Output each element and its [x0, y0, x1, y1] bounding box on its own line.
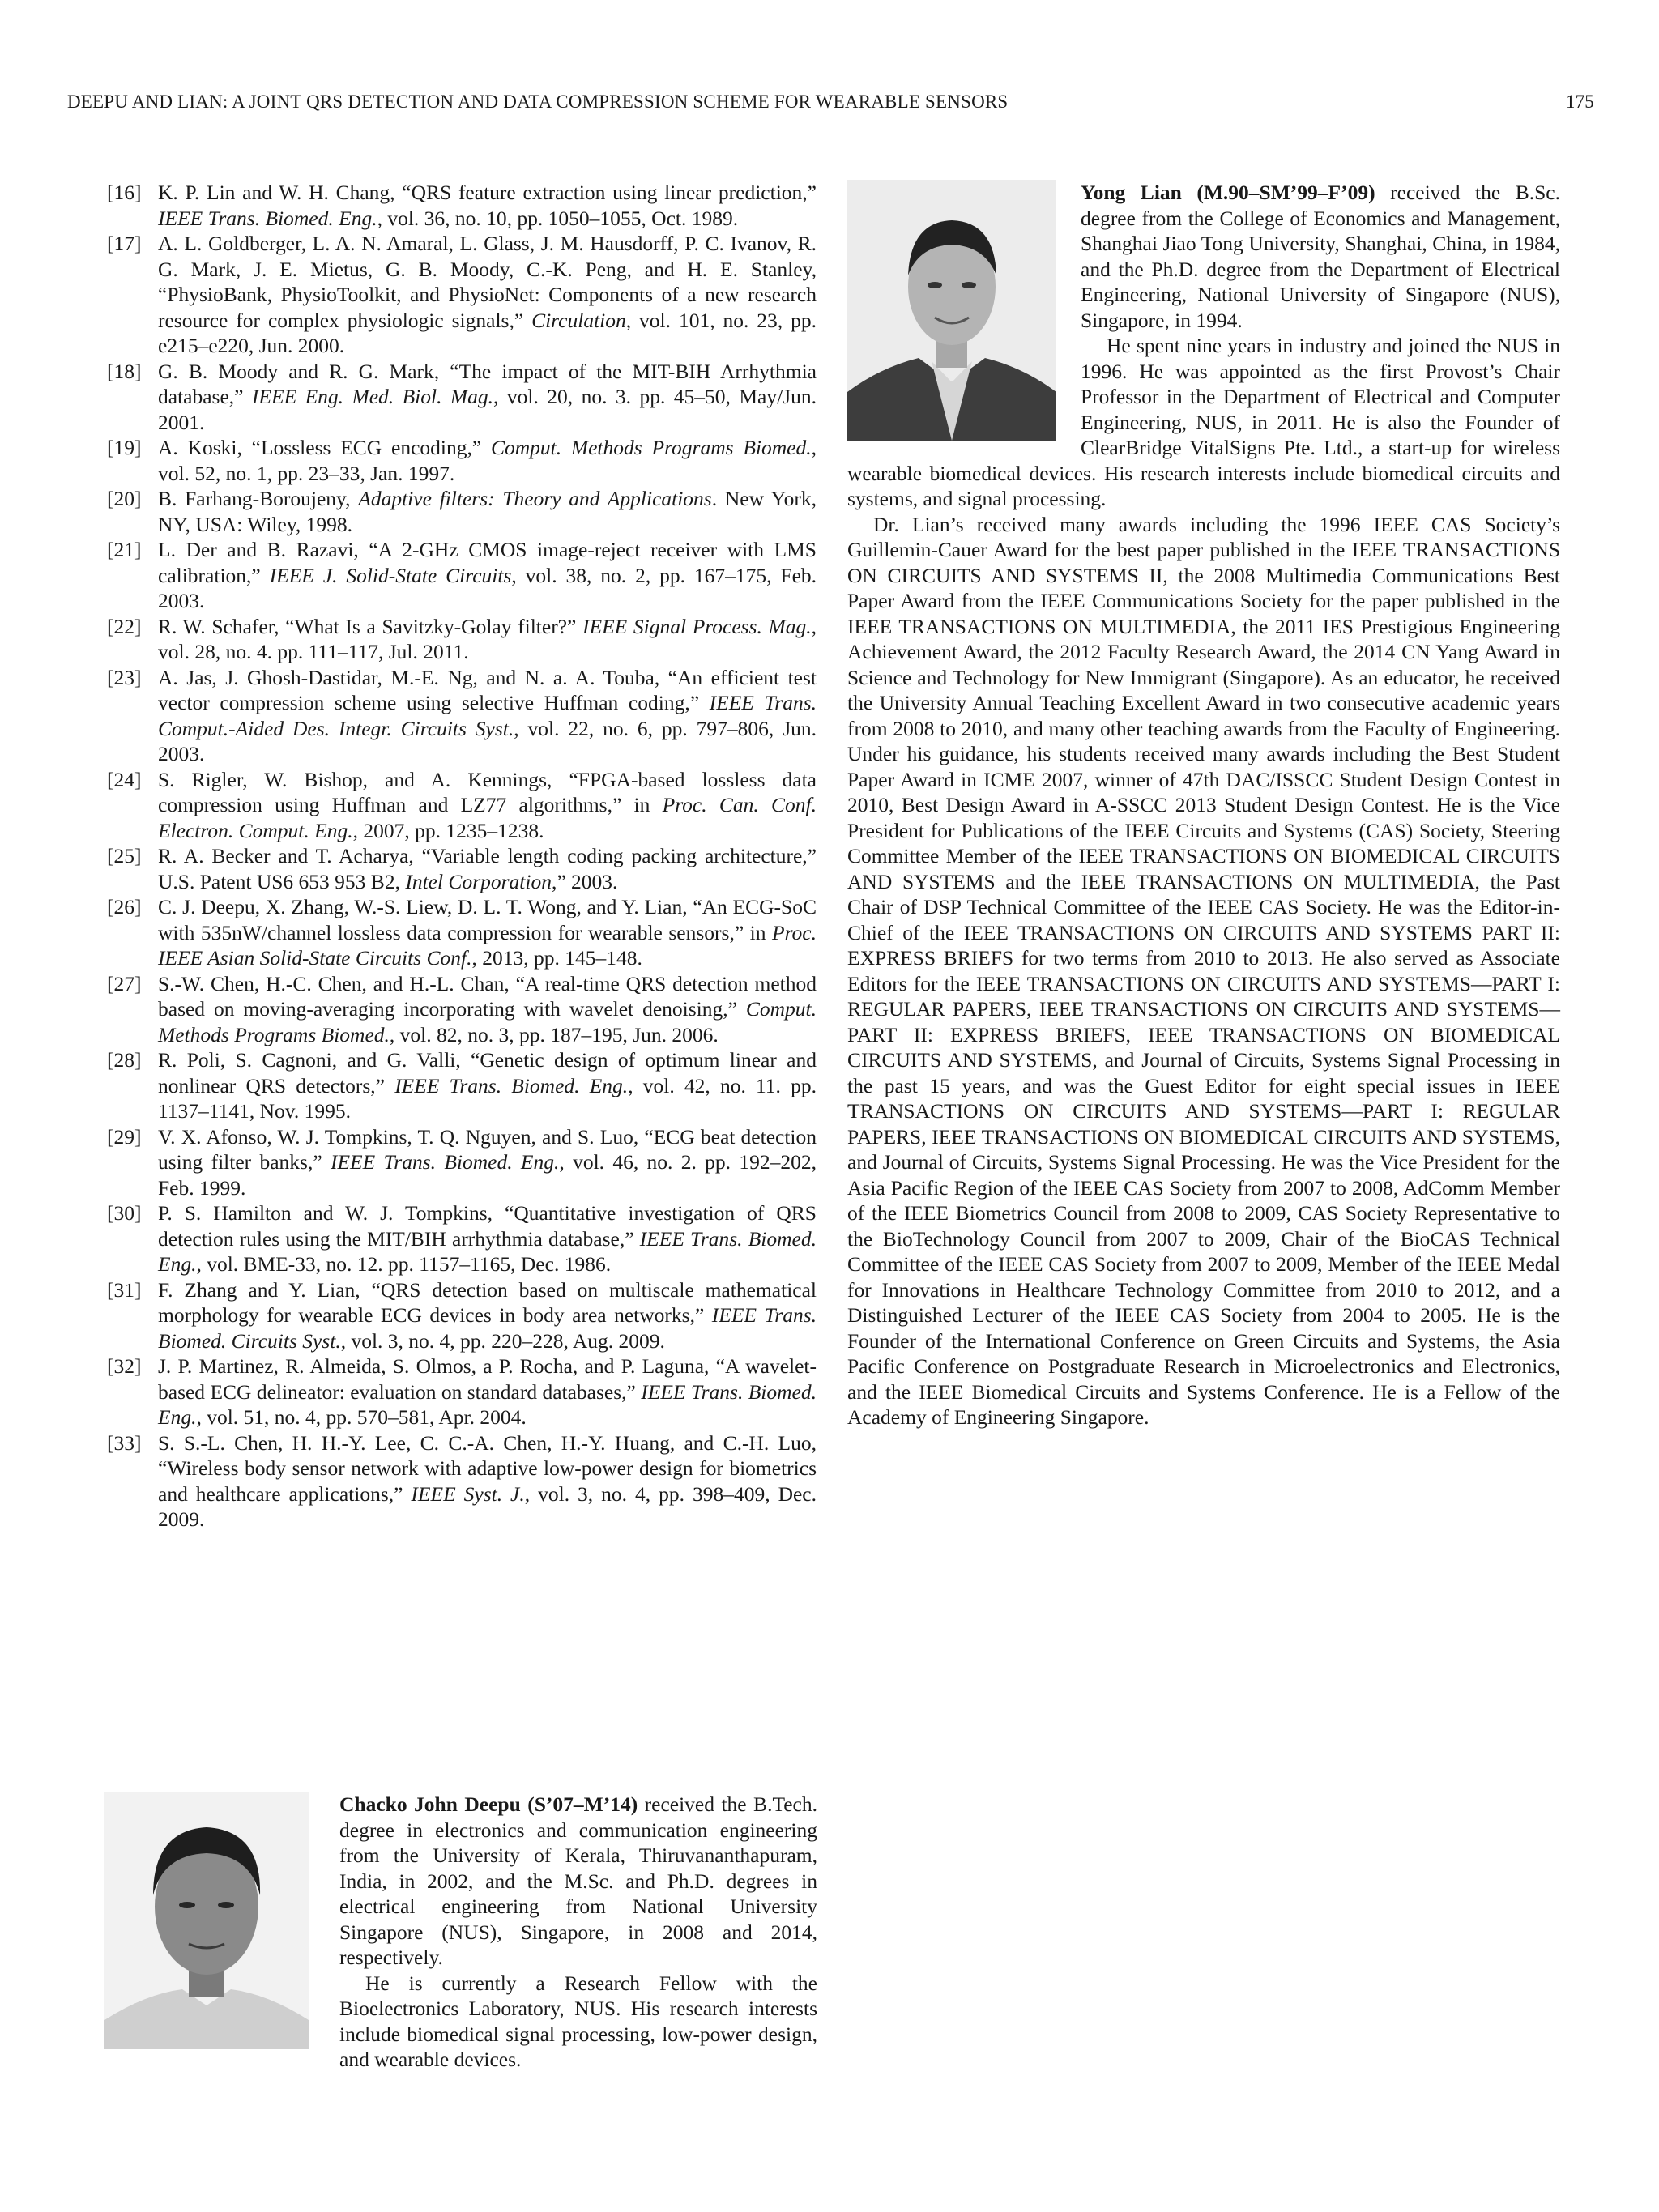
reference-venue: Comput. Methods Programs Biomed.	[490, 436, 812, 459]
reference-number: [27]	[107, 971, 142, 995]
reference-item	[107, 231, 817, 359]
running-title: DEEPU AND LIAN: A JOINT QRS DETECTION AND DATA COMPRESSION SCHEME FOR WEARABLE SENSORS	[67, 92, 1009, 112]
reference-text: L. Der and B. Razavi, “A 2-GHz CMOS image-reject receiver with LMS calibration,”	[158, 538, 817, 587]
reference-item	[107, 971, 817, 1048]
reference-number: [30]	[107, 1201, 142, 1225]
reference-venue: Circulation	[531, 308, 626, 332]
reference-item	[107, 1200, 817, 1277]
reference-item	[107, 180, 817, 231]
reference-details: , vol. 38, no. 2, pp. 167–175, Feb. 2003.	[158, 563, 817, 612]
reference-venue: IEEE Trans. Biomed. Eng.	[330, 1150, 560, 1174]
reference-venue: Comput. Methods Programs Biomed.	[158, 997, 817, 1046]
reference-text: R. A. Becker and T. Acharya, “Variable length coding packing architecture,” U.S. Patent US6 653 953 B2,	[158, 844, 817, 893]
reference-details: , vol. 22, no. 6, pp. 797–806, Jun. 2003.	[158, 716, 817, 765]
reference-number: [32]	[107, 1354, 142, 1378]
reference-details: ,” 2003.	[551, 869, 618, 893]
reference-number: [24]	[107, 767, 142, 791]
bio-lian-paragraph-2: He spent nine years in industry and joined the NUS in 1996. He was appointed as the first Provost’s Chair Professor in the Department of Electrical and Computer Engineering, NUS, in 2011. He is also the Founder of ClearBridge VitalSigns Pte. Ltd., a start-up for wireless wearable biomedical devices. His research interests include biomedical circuits and systems, and signal processing.	[847, 334, 1560, 510]
reference-number: [33]	[107, 1430, 142, 1455]
reference-venue: IEEE Trans. Biomed. Eng.	[158, 206, 377, 230]
reference-item	[107, 486, 817, 537]
reference-details: , vol. 3, no. 4, pp. 220–228, Aug. 2009.	[340, 1328, 665, 1353]
biography-deepu	[339, 1792, 817, 2073]
reference-item	[107, 1353, 817, 1430]
reference-venue: IEEE J. Solid-State Circuits	[269, 563, 512, 587]
reference-number: [16]	[107, 181, 142, 204]
reference-text: S. S.-L. Chen, H. H.-Y. Lee, C. C.-A. Chen, H.-Y. Huang, and C.-H. Luo, “Wireless body sensor network with adaptive low-power design for biometrics and healthcare applications,”	[158, 1430, 817, 1506]
reference-number: [22]	[107, 614, 142, 638]
reference-text: K. P. Lin and W. H. Chang, “QRS feature extraction using linear prediction,”	[158, 181, 817, 204]
reference-details: , vol. 52, no. 1, pp. 23–33, Jan. 1997.	[158, 436, 817, 485]
reference-item	[107, 1277, 817, 1354]
reference-details: , vol. 51, no. 4, pp. 570–581, Apr. 2004.	[196, 1405, 527, 1429]
reference-number: [21]	[107, 538, 142, 561]
reference-item	[107, 665, 817, 767]
bio-lian-paragraph-1: received the B.Sc. degree from the College of Economics and Management, Shanghai Jiao Tong University, Shanghai, China, in 1984, and the Ph.D. degree from the Department of Electrical Engineering, National University of Singapore (NUS), Singapore, in 1994.	[1081, 181, 1560, 332]
reference-details: , vol. BME-33, no. 12. pp. 1157–1165, Dec. 1986.	[196, 1252, 612, 1276]
reference-item	[107, 1430, 817, 1532]
reference-text: R. Poli, S. Cagnoni, and G. Valli, “Genetic design of optimum linear and nonlinear QRS detectors,”	[158, 1048, 817, 1097]
author-name-deepu: Chacko John Deepu (S’07–M’14)	[339, 1792, 638, 1816]
reference-venue: IEEE Trans. Biomed. Eng.	[158, 1226, 817, 1276]
reference-text: P. S. Hamilton and W. J. Tompkins, “Quantitative investigation of QRS detection rules using the MIT/BIH arrhythmia database,”	[158, 1201, 817, 1251]
author-name-lian: Yong Lian (M.90–SM’99–F’09)	[1081, 181, 1375, 204]
reference-venue: IEEE Trans. Biomed. Eng.	[158, 1379, 817, 1429]
reference-number: [29]	[107, 1124, 142, 1149]
reference-venue: IEEE Eng. Med. Biol. Mag.	[251, 385, 494, 408]
reference-item	[107, 537, 817, 614]
reference-text: A. Koski, “Lossless ECG encoding,”	[158, 436, 491, 459]
reference-details: , vol. 101, no. 23, pp. e215–e220, Jun. 2000.	[158, 308, 817, 357]
reference-text: G. B. Moody and R. G. Mark, “The impact of the MIT-BIH Arrhythmia database,”	[158, 359, 817, 408]
reference-venue: Proc. IEEE Asian Solid-State Circuits Conf.	[158, 920, 817, 970]
reference-venue: IEEE Syst. J.	[411, 1481, 525, 1506]
reference-number: [31]	[107, 1277, 142, 1302]
reference-details: . New York, NY, USA: Wiley, 1998.	[158, 487, 817, 536]
reference-venue: Intel Corporation	[405, 869, 552, 893]
biography-lian	[847, 180, 1560, 1430]
reference-text: S.-W. Chen, H.-C. Chen, and H.-L. Chan, “A real-time QRS detection method based on moving-averaging incorporating with wavelet denoising,”	[158, 971, 817, 1021]
reference-venue: Proc. Can. Conf. Electron. Comput. Eng.	[158, 793, 817, 842]
reference-number: [28]	[107, 1048, 142, 1072]
reference-text: A. Jas, J. Ghosh-Dastidar, M.-E. Ng, and N. a. A. Touba, “An efficient test vector compression scheme using selective Huffman coding,”	[158, 665, 817, 714]
author-photo-deepu	[104, 1792, 309, 2049]
reference-item	[107, 843, 817, 894]
reference-item	[107, 894, 817, 971]
running-header	[67, 92, 1594, 117]
reference-details: , vol. 82, no. 3, pp. 187–195, Jun. 2006.	[389, 1022, 719, 1046]
reference-item	[107, 614, 817, 665]
reference-text: C. J. Deepu, X. Zhang, W.-S. Liew, D. L. T. Wong, and Y. Lian, “An ECG-SoC with 535nW/channel lossless data compression for wearable sensors,” in	[158, 895, 817, 944]
reference-item	[107, 1124, 817, 1201]
reference-number: [20]	[107, 487, 142, 510]
reference-number: [18]	[107, 359, 142, 383]
reference-list	[107, 180, 817, 1532]
reference-number: [17]	[107, 232, 142, 255]
reference-text: V. X. Afonso, W. J. Tompkins, T. Q. Nguyen, and S. Luo, “ECG beat detection using filter banks,”	[158, 1124, 817, 1174]
reference-number: [19]	[107, 436, 142, 459]
reference-details: , vol. 36, no. 10, pp. 1050–1055, Oct. 1989.	[377, 206, 739, 230]
reference-text: B. Farhang-Boroujeny,	[158, 487, 359, 510]
reference-details: , 2013, pp. 145–148.	[471, 946, 642, 970]
reference-number: [26]	[107, 895, 142, 918]
reference-item	[107, 435, 817, 486]
reference-details: , vol. 20, no. 3. pp. 45–50, May/Jun. 2001.	[158, 385, 817, 434]
bio-lian-paragraph-3: Dr. Lian’s received many awards including the 1996 IEEE CAS Society’s Guillemin-Cauer Award for the best paper published in the IEEE TRANSACTIONS ON CIRCUITS AND SYSTEMS II, the 2008 Multimedia Communications Best Paper Award from the IEEE Communications Society for the paper published in the IEEE TRANSACTIONS ON MULTIMEDIA, the 2011 IES Prestigious Engineering Achievement Award, the 2012 Faculty Research Award, the 2014 CN Yang Award in Science and Technology for New Immigrant (Singapore). As an educator, he received the University Annual Teaching Excellent Award in two consecutive academic years from 2008 to 2010, and many other teaching awards from the Faculty of Engineering. Under his guidance, his students received many awards including the Best Student Paper Award in ICME 2007, winner of 47th DAC/ISSCC Student Design Contest in 2010, Best Design Award in A-SSCC 2013 Student Design Contest. He is the Vice President for Publications of the IEEE Circuits and Systems (CAS) Society, Steering Committee Member of the IEEE TRANSACTIONS ON BIOMEDICAL CIRCUITS AND SYSTEMS and the IEEE TRANSACTIONS ON MULTIMEDIA, the Past Chair of DSP Technical Committee of the IEEE CAS Society. He was the Editor-in-Chief of the IEEE TRANSACTIONS ON CIRCUITS AND SYSTEMS PART II: EXPRESS BRIEFS for two terms from 2010 to 2013. He also served as Associate Editors for the IEEE TRANSACTIONS ON CIRCUITS AND SYSTEMS—PART I: REGULAR PAPERS, IEEE TRANSACTIONS ON CIRCUITS AND SYSTEMS—PART II: EXPRESS BRIEFS, IEEE TRANSACTIONS ON BIOMEDICAL CIRCUITS AND SYSTEMS, and Journal of Circuits, Systems Signal Processing in the past 15 years, and was the Guest Editor for eight special issues in IEEE TRANSACTIONS ON CIRCUITS AND SYSTEMS—PART I: REGULAR PAPERS, IEEE TRANSACTIONS ON BIOMEDICAL CIRCUITS AND SYSTEMS, and Journal of Circuits, Systems Signal Processing. He was the Vice President for the Asia Pacific Region of the IEEE CAS Society from 2007 to 2008, AdComm Member of the IEEE Biometrics Council from 2008 to 2009, CAS Society Representative to the BioTechnology Council from 2007 to 2009, Chair of the BioCAS Technical Committee of the IEEE CAS Society from 2007 to 2009, Member of the IEEE Medal for Innovations in Healthcare Technology Committee from 2010 to 2012, and a Distinguished Lecturer of the IEEE CAS Society from 2004 to 2005. He is the Founder of the International Conference on Green Circuits and Systems, the Asia Pacific Conference on Postgraduate Research in Microelectronics and Electronics, and the IEEE Biomedical Circuits and Systems Conference. He is a Fellow of the Academy of Engineering Singapore.	[847, 512, 1560, 1429]
reference-venue: IEEE Trans. Biomed. Eng.	[394, 1073, 629, 1097]
reference-venue: Adaptive filters: Theory and Applications	[358, 487, 712, 510]
reference-venue: IEEE Trans. Biomed. Circuits Syst.	[158, 1303, 817, 1353]
reference-details: , vol. 3, no. 4, pp. 398–409, Dec. 2009.	[158, 1481, 817, 1531]
reference-text: J. P. Martinez, R. Almeida, S. Olmos, a P. Rocha, and P. Laguna, “A wavelet-based ECG delineator: evaluation on standard databases,”	[158, 1354, 817, 1404]
reference-details: , vol. 46, no. 2. pp. 192–202, Feb. 1999.	[158, 1150, 817, 1200]
page-number: 175	[1565, 92, 1594, 112]
reference-text: F. Zhang and Y. Lian, “QRS detection based on multiscale mathematical morphology for wearable ECG devices in body area networks,”	[158, 1277, 817, 1327]
reference-text: R. W. Schafer, “What Is a Savitzky-Golay filter?”	[158, 614, 582, 638]
reference-details: , 2007, pp. 1235–1238.	[352, 818, 544, 842]
reference-item	[107, 359, 817, 436]
reference-details: , vol. 42, no. 11. pp. 1137–1141, Nov. 1995.	[158, 1073, 817, 1123]
bio-deepu-paragraph-1: received the B.Tech. degree in electronics and communication engineering from the University of Kerala, Thiruvananthapuram, India, in 2002, and the M.Sc. and Ph.D. degrees in electrical engineering from National University Singapore (NUS), Singapore, in 2008 and 2014, respectively.	[339, 1792, 817, 1969]
reference-details: , vol. 28, no. 4. pp. 111–117, Jul. 2011.	[158, 614, 817, 663]
reference-text: S. Rigler, W. Bishop, and A. Kennings, “FPGA-based lossless data compression using Huffman and LZ77 algorithms,” in	[158, 767, 817, 816]
reference-text: A. L. Goldberger, L. A. N. Amaral, L. Glass, J. M. Hausdorff, P. C. Ivanov, R. G. Mark, J. E. Mietus, G. B. Moody, C.-K. Peng, and H. E. Stanley, “PhysioBank, PhysioToolkit, and PhysioNet: Components of a new research resource for complex physiologic signals,”	[158, 232, 817, 332]
reference-number: [25]	[107, 844, 142, 867]
reference-item	[107, 767, 817, 844]
bio-deepu-paragraph-2: He is currently a Research Fellow with the Bioelectronics Laboratory, NUS. His research interests include biomedical signal processing, low-power design, and wearable devices.	[339, 1971, 817, 2071]
reference-venue: IEEE Signal Process. Mag.	[582, 614, 812, 638]
reference-number: [23]	[107, 665, 142, 689]
reference-venue: IEEE Trans. Comput.-Aided Des. Integr. Circuits Syst.	[158, 691, 817, 740]
reference-item	[107, 1047, 817, 1124]
